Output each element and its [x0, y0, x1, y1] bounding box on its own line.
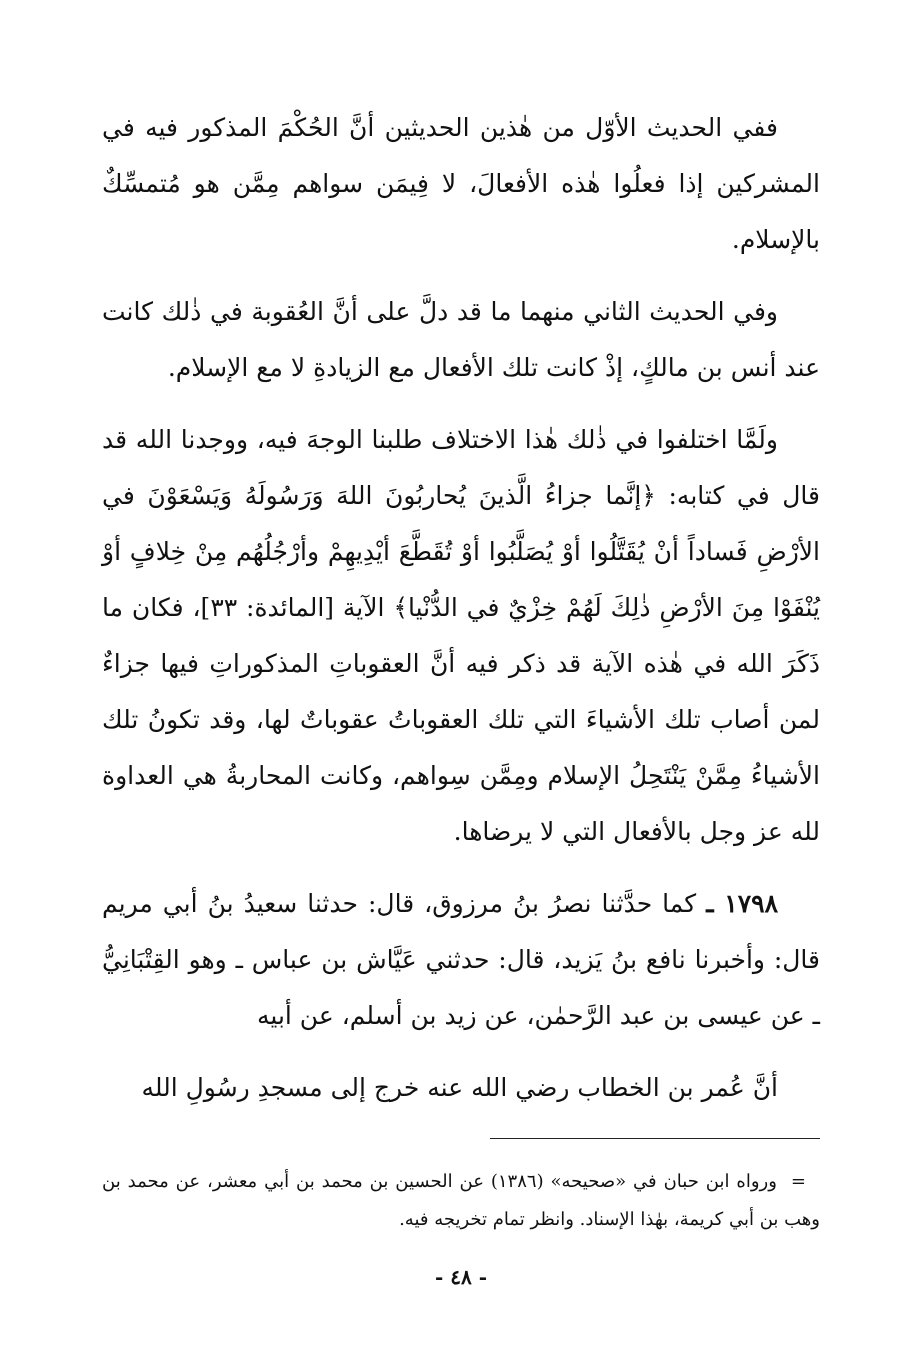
footnote: [102, 1163, 820, 1239]
hadith-chain-paragraph: [102, 876, 820, 1044]
page-number: - ٤٨ -: [434, 1265, 487, 1289]
hadith-text: أنَّ عُمر بن الخطاب رضي الله عنه خرج إلى مسجدِ رسُولِ الله: [141, 1073, 778, 1102]
paragraph-1: ففي الحديث الأوّل من هٰذين الحديثين أنَّ الحُكْمَ المذكور فيه في المشركين إذا فعلُوا هٰذه الأفعالَ، لا فِيمَن سواهم مِمَّن هو مُتمسِّكٌ بالإسلام.: [102, 113, 820, 254]
hadith-number: ١٧٩٨ ـ: [706, 889, 779, 918]
footnote-text: ورواه ابن حبان في «صحيحه» (١٣٨٦) عن الحسين بن محمد بن أبي معشر، عن محمد بن وهب بن أبي كريمة، بهٰذا الإسناد. وانظر تمام تخريجه فيه.: [102, 1171, 820, 1230]
paragraph-3: ولَمَّا اختلفوا في ذٰلك هٰذا الاختلاف طلبنا الوجهَ فيه، ووجدنا الله قد قال في كتابه: ﴿إنَّما جزاءُ الَّذينَ يُحاربُونَ اللهَ وَرَسُولَهُ وَيَسْعَوْنَ في الأرْضِ فَساداً أنْ يُقَتَّلُوا أوْ يُصَلَّبُوا أوْ تُقَطَّعَ أيْدِيهِمْ وأرْجُلُهُم مِنْ خِلافٍ أوْ يُنْفَوْا مِنَ الأرْضِ ذٰلِكَ لَهُمْ خِزْيٌ في الدُّنْيا﴾ الآية [المائدة: ٣٣]، فكان ما ذَكَرَ الله في هٰذه الآية قد ذكر فيه أنَّ العقوباتِ المذكوراتِ فيها جزاءٌ لمن أصاب تلك الأشياءَ التي تلك العقوباتُ عقوباتٌ لها، وقد تكونُ تلك الأشياءُ مِمَّنْ يَنْتَحِلُ الإسلام ومِمَّن سِواهم، وكانت المحاربةُ هي العداوة لله عز وجل بالأفعال التي لا يرضاها.: [102, 425, 820, 846]
footnote-divider: [490, 1138, 820, 1139]
paragraph-2: وفي الحديث الثاني منهما ما قد دلَّ على أنَّ العُقوبة في ذٰلك كانت عند أنس بن مالكٍ، إذْ كانت تلك الأفعال مع الزيادةِ لا مع الإسلام.: [102, 297, 820, 382]
footnote-mark: =: [790, 1171, 806, 1192]
hadith-chain: كما حدَّثنا نصرُ بنُ مرزوق، قال: حدثنا سعيدُ بنُ أبي مريم قال: وأخبرنا نافع بنُ يَزيد، قال: حدثني عَيَّاش بن عباس ـ وهو القِتْبَانِيُّ ـ عن عيسى بن عبد الرَّحمٰن، عن زيد بن أسلم، عن أبيه: [102, 889, 820, 1030]
document-page: [102, 100, 820, 1289]
